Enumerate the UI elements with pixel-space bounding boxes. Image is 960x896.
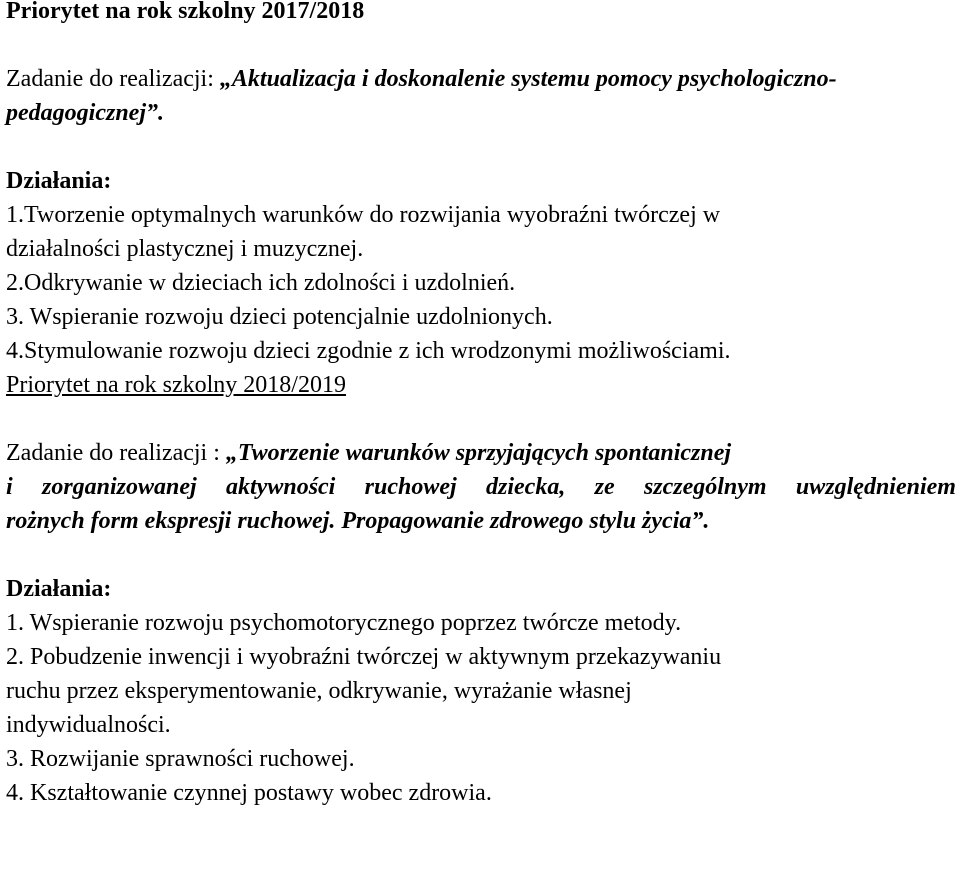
spacer (6, 130, 956, 164)
title-word: zorganizowanej (41, 474, 197, 500)
section2-action-line: 4. Kształtowanie czynnej postawy wobec zdrowia. (6, 780, 492, 806)
spacer (6, 538, 956, 572)
spacer (6, 28, 956, 62)
title-word: szczególnym (643, 474, 767, 500)
spacer (6, 402, 956, 436)
section2-task-title: „Tworzenie warunków sprzyjających spontanicznej (225, 440, 732, 466)
section2-task-prefix: Zadanie do realizacji : (6, 440, 226, 466)
document-page (6, 0, 956, 810)
section2-action-line: ruchu przez eksperymentowanie, odkrywanie, wyrażanie własnej (6, 678, 632, 704)
section2-task-line1 (6, 436, 956, 470)
section1-task-title-cont: pedagogicznej”. (6, 100, 164, 126)
section2-action-line: 1. Wspieranie rozwoju psychomotorycznego poprzez twórcze metody. (6, 610, 682, 636)
section1-action-line: 2.Odkrywanie w dzieciach ich zdolności i uzdolnień. (6, 270, 516, 296)
section2-action-line: 2. Pobudzenie inwencji i wyobraźni twórczej w aktywnym przekazywaniu (6, 644, 722, 670)
title-word: ruchowej (364, 474, 457, 500)
section1-task-line1 (6, 62, 956, 96)
section2-heading: Priorytet na rok szkolny 2018/2019 (6, 372, 346, 398)
section2-task-title-justified (6, 470, 956, 504)
section1-actions-heading: Działania: (6, 168, 112, 194)
section1-action-line: 4.Stymulowanie rozwoju dzieci zgodnie z ich wrodzonymi możliwościami. (6, 338, 731, 364)
title-word: uwzględnieniem (795, 474, 956, 500)
section2-task-title-cont: rożnych form ekspresji ruchowej. Propagowanie zdrowego stylu życia”. (6, 508, 710, 534)
title-word: i (6, 474, 13, 500)
title-word: ze (594, 474, 615, 500)
section2-action-line: 3. Rozwijanie sprawności ruchowej. (6, 746, 355, 772)
section1-action-line: 3. Wspieranie rozwoju dzieci potencjalnie uzdolnionych. (6, 304, 553, 330)
section2-actions-heading: Działania: (6, 576, 112, 602)
section1-action-line: działalności plastycznej i muzycznej. (6, 236, 364, 262)
section1-action-line: 1.Tworzenie optymalnych warunków do rozwijania wyobraźni twórczej w (6, 202, 721, 228)
title-word: aktywności (226, 474, 336, 500)
section1-task-prefix: Zadanie do realizacji: (6, 66, 220, 92)
section2-action-line: indywidualności. (6, 712, 171, 738)
section1-heading: Priorytet na rok szkolny 2017/2018 (6, 0, 365, 24)
title-word: dziecka, (486, 474, 566, 500)
section1-task-title: „Aktualizacja i doskonalenie systemu pomocy psychologiczno- (219, 66, 837, 92)
